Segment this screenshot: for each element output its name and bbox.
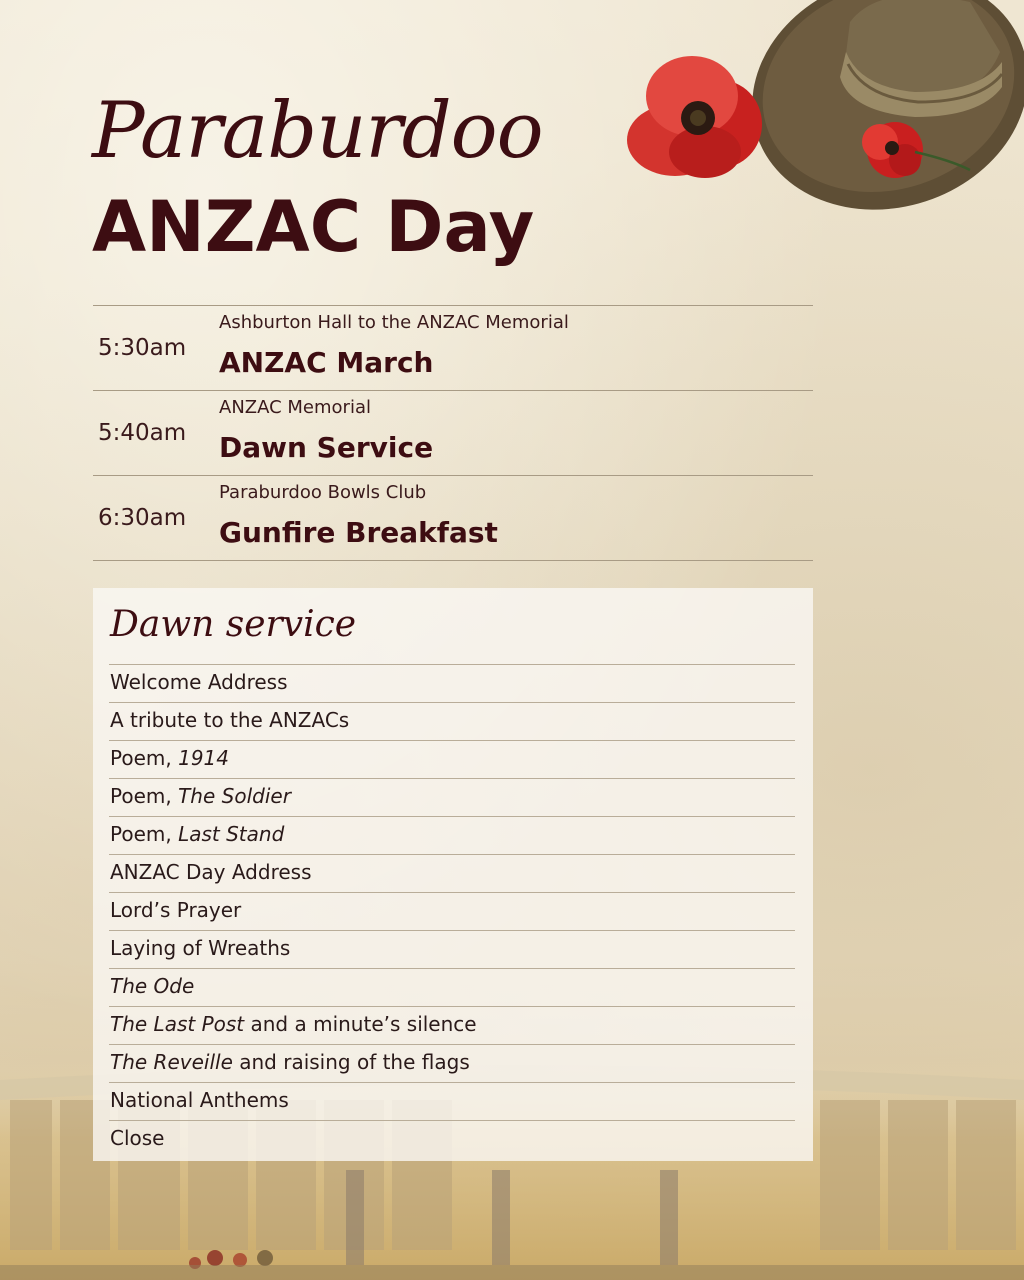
schedule-time: 5:30am: [98, 335, 187, 361]
item-italic-text: The Soldier: [178, 784, 291, 808]
item-text: and raising of the flags: [232, 1050, 470, 1074]
title-town: Paraburdoo: [92, 86, 543, 176]
schedule-list: [93, 305, 813, 561]
schedule-time: 5:40am: [98, 420, 187, 446]
schedule-row: [93, 475, 813, 561]
item-text: Poem,: [110, 822, 179, 846]
schedule-location: ANZAC Memorial: [219, 397, 371, 418]
list-item: [109, 664, 795, 702]
item-text: Welcome Address: [110, 670, 288, 694]
list-item: [109, 968, 795, 1006]
list-item: [109, 930, 795, 968]
item-italic-text: Last Stand: [178, 822, 285, 846]
item-text: Close: [110, 1126, 165, 1150]
schedule-location: Ashburton Hall to the ANZAC Memorial: [219, 312, 569, 333]
list-item: [109, 816, 795, 854]
list-item: [109, 778, 795, 816]
program-card: [93, 588, 813, 1161]
item-text: Laying of Wreaths: [110, 936, 291, 960]
schedule-event: Dawn Service: [219, 431, 434, 464]
item-text: Poem,: [110, 784, 179, 808]
schedule-time: 6:30am: [98, 505, 187, 531]
item-italic-text: 1914: [178, 746, 229, 770]
schedule-row: [93, 305, 813, 390]
item-italic-text: The Last Post: [110, 1012, 245, 1036]
list-item: [109, 892, 795, 930]
list-item: [109, 1044, 795, 1082]
schedule-event: Gunfire Breakfast: [219, 516, 498, 549]
schedule-location: Paraburdoo Bowls Club: [219, 482, 427, 503]
item-text: Lord’s Prayer: [110, 898, 242, 922]
program-title: Dawn service: [110, 604, 357, 645]
item-text: A tribute to the ANZACs: [110, 708, 350, 732]
item-text: and a minute’s silence: [244, 1012, 477, 1036]
item-text: ANZAC Day Address: [110, 860, 312, 884]
item-text: National Anthems: [110, 1088, 289, 1112]
list-item: [109, 1082, 795, 1120]
list-item: [109, 1006, 795, 1044]
list-item: [109, 1120, 795, 1158]
program-list: [109, 664, 795, 1158]
item-text: Poem,: [110, 746, 179, 770]
poppy-flower-icon: [620, 52, 770, 182]
slouch-hat-icon: [740, 0, 1024, 212]
list-item: [109, 702, 795, 740]
schedule-event: ANZAC March: [219, 346, 434, 379]
item-italic-text: The Reveille: [110, 1050, 233, 1074]
list-item: [109, 854, 795, 892]
item-italic-text: The Ode: [110, 974, 195, 998]
schedule-row: [93, 390, 813, 475]
title-event: ANZAC Day: [92, 186, 535, 268]
list-item: [109, 740, 795, 778]
